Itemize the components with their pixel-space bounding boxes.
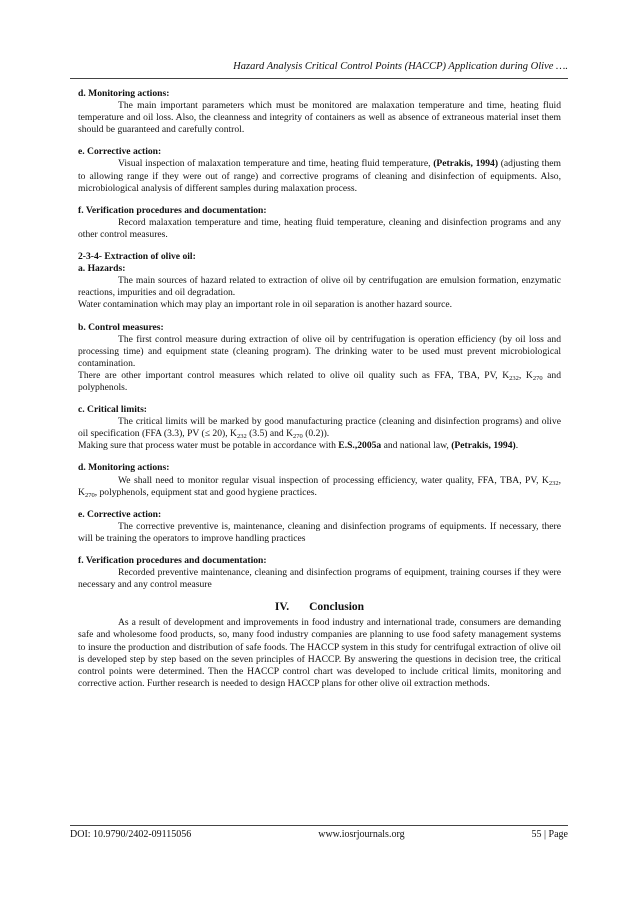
paragraph: The main important parameters which must be monitored are malaxation temperature and time, heating fluid temperature and oil loss. Also, the cleanness and integrity of containers as well as absence of extraneous material inset them should be guaranteed and carefully control. bbox=[78, 100, 561, 136]
conclusion-paragraph: As a result of development and improvements in food industry and international trade, consumers are demanding safe and wholesome food products, so, many food industry companies are planning to use food safety management systems to insure the production and distribution of safe foods. The HACCP system in this study for centrifugal extraction of olive oil is developed step by step based on the seven principles of HACCP. By answering the questions in decision tree, the critical control points were determined. Then the HACCP control chart was developed to include critical limits, monitoring and corrective action. Further research is needed to design HACCP plans for other olive oil extraction methods. bbox=[78, 617, 561, 689]
footer-page-number: 55 | Page bbox=[531, 829, 568, 840]
paragraph bbox=[78, 158, 561, 194]
paragraph: Water contamination which may play an important role in oil separation is another hazard source. bbox=[78, 299, 453, 311]
text-run: (3.5) and K bbox=[246, 428, 294, 440]
text-run: . bbox=[515, 440, 519, 452]
text-run: Making sure that process water must be potable in accordance with bbox=[78, 440, 336, 452]
section-verification-1 bbox=[78, 205, 561, 241]
text-run: and national law, bbox=[383, 440, 449, 452]
running-header bbox=[70, 60, 568, 79]
paragraph: The corrective preventive is, maintenance, cleaning and disinfection programs of equipments. If necessary, there will be training the operators to improve handling practices bbox=[78, 520, 561, 544]
running-title: Hazard Analysis Critical Control Points (HACCP) Application during Olive …. bbox=[233, 61, 568, 72]
subscript: 270 bbox=[532, 374, 543, 382]
paragraph: Record malaxation temperature and time, heating fluid temperature, cleaning and disinfection programs and any other control measures. bbox=[78, 216, 561, 240]
subsection-heading: 2-3-4- Extraction of olive oil: bbox=[78, 251, 196, 263]
page-footer bbox=[70, 825, 568, 840]
subscript: 270 bbox=[84, 491, 95, 499]
subscript: 232 bbox=[236, 433, 247, 441]
text-run: and polyphenols. bbox=[78, 369, 562, 393]
subscript: 232 bbox=[548, 479, 559, 487]
citation: (Petrakis, 1994) bbox=[433, 158, 499, 170]
section-heading: d. Monitoring actions: bbox=[78, 462, 170, 474]
section-number: IV. bbox=[274, 601, 290, 614]
text-run: The critical limits will be marked by good manufacturing practice (cleaning and disinfection programs) and olive oil specification (FFA (3.3), PV (≤ 20), K bbox=[78, 416, 561, 440]
section-corrective-action-1 bbox=[78, 146, 561, 194]
text-run: (0.2)). bbox=[302, 428, 330, 440]
paragraph bbox=[78, 416, 561, 440]
section-verification-2 bbox=[78, 555, 561, 591]
section-heading: e. Corrective action: bbox=[78, 508, 162, 520]
text-run: There are other important control measures which related to olive oil quality such as FFA, TBA, PV, K bbox=[78, 369, 510, 381]
paragraph bbox=[78, 440, 561, 452]
text-run: We shall need to monitor regular visual inspection of processing efficiency, water quality, FFA, TBA, PV, K bbox=[118, 474, 549, 486]
section-heading: e. Corrective action: bbox=[78, 146, 162, 158]
citation: (Petrakis, 1994) bbox=[451, 440, 516, 452]
paragraph: The first control measure during extraction of olive oil by centrifugation is operation efficiency (by oil loss and processing time) and equipment state (cleaning program). The drinking water to be used must prevent microbiological contamination. bbox=[78, 333, 561, 369]
subscript: 270 bbox=[293, 433, 303, 441]
text-run: , polyphenols, equipment stat and good hygiene practices. bbox=[94, 486, 317, 498]
section-heading: c. Critical limits: bbox=[78, 404, 147, 416]
text-run: Visual inspection of malaxation temperature and time, heating fluid temperature, bbox=[118, 158, 431, 170]
section-extraction bbox=[78, 251, 561, 311]
text-run: , K bbox=[518, 369, 533, 381]
section-corrective-action-2 bbox=[78, 509, 561, 545]
conclusion-heading bbox=[78, 601, 561, 613]
section-monitoring-actions-1 bbox=[78, 88, 561, 136]
section-monitoring-actions-2 bbox=[78, 462, 561, 498]
section-heading: a. Hazards: bbox=[78, 263, 126, 275]
section-title: Conclusion bbox=[309, 601, 365, 614]
footer-doi: DOI: 10.9790/2402-09115056 bbox=[70, 829, 192, 840]
footer-website: www.iosrjournals.org bbox=[318, 829, 405, 840]
paragraph bbox=[78, 370, 561, 394]
section-heading: f. Verification procedures and documentation: bbox=[78, 555, 267, 566]
paragraph: The main sources of hazard related to extraction of olive oil by centrifugation are emulsion formation, enzymatic reactions, impurities and oil degradation. bbox=[78, 275, 561, 299]
subscript: 232 bbox=[509, 374, 519, 382]
text-run: (adjusting them to allowing range if they were out of range) and corrective programs of cleaning and disinfection of equipments. Also, microbiological analysis of different samples during malaxation process. bbox=[78, 158, 561, 194]
text-run: , K bbox=[78, 474, 561, 498]
section-critical-limits bbox=[78, 404, 561, 452]
section-heading: d. Monitoring actions: bbox=[78, 88, 170, 99]
paragraph bbox=[78, 475, 561, 499]
section-heading: b. Control measures: bbox=[78, 321, 164, 333]
section-control-measures bbox=[78, 322, 561, 395]
standard-ref: E.S.,2005a bbox=[338, 440, 382, 452]
page-body bbox=[78, 88, 561, 690]
paragraph: Recorded preventive maintenance, cleaning and disinfection programs of equipment, training courses if they were necessary and any control measure bbox=[78, 567, 561, 591]
section-heading: f. Verification procedures and documentation: bbox=[78, 204, 267, 216]
